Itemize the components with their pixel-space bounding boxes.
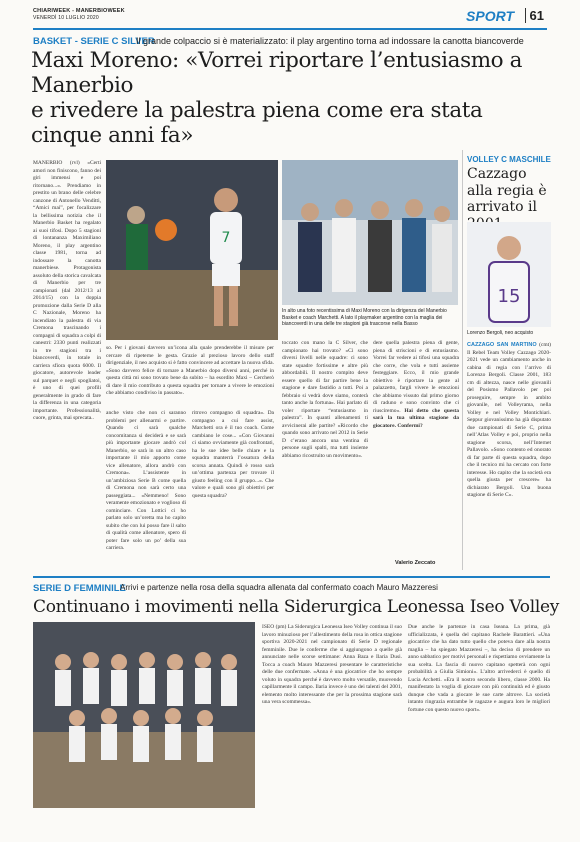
title-line-1: Maxi Moreno: «Vorrei riportare l’entusiasmo a Manerbio [31,48,523,98]
volley-photo-caption: Lorenzo Bergoli, neo acquisto [467,330,534,336]
female-column-2-text: Due anche le partenze in casa Iseana. La prima, già ufficializzata, è quella del capitano Rachele Barattieri. «Una giocatrice che ha dato tutto quello che poteva dare alla nostra maglia – ha spiegato Mazzeresi –, ha deciso di prendere un anno sabbatico per motivi personali e rispettiamo ovviamente la sua scelta. La fascia di nuovo capitano spetterà con ogni probabilità a Giulia Simioni». L’altro arrivederci è quello di Lucia Archetti. «Era il nostro secondo libero, classe 2000. Ha manifestato la voglia di giocare con più continuità ed è giusto dunque che vada a giocare le sue carte altrove. La società intanto ringrazia entrambe le ragazze e augura loro le migliori fortune con questo nuovo sport». [408,624,550,713]
section-rule [33,576,550,578]
article-column-5 [282,340,368,568]
player-photo [106,160,278,340]
female-column-1 [262,624,402,808]
sidebar-body [467,342,551,570]
female-subtitle: Arrivi e partenze nella rosa della squadra allenata dal confermato coach Mauro Mazzeresi [120,583,438,592]
page-number: 61 [525,8,544,23]
article-column-4 [192,410,274,570]
svg-text:15: 15 [497,286,521,307]
article-title [31,48,551,148]
article-column-2 [106,345,274,405]
newspaper-header [33,8,125,22]
player-figure [106,160,278,340]
paper-name: CHIARIWEEK - MANERBIOWEEK [33,8,125,14]
volley-player-photo [467,222,551,327]
issue-date: VENERDÌ 10 LUGLIO 2020 [33,15,99,21]
svg-text:7: 7 [221,230,231,246]
volley-player-figure [467,222,551,327]
column-5-text: toccato con mano la C Silver, che campionato hai trovato? «Ci sono diversi livelli nelle squadre: ci sono state squadre fortissime e altre più abbordabili. Il nostro compito deve essere quello di far partire bene la stagione e dare fastidio a tutti. Poi a febbraio si vedrà dove siamo, conterà tanto anche la fortuna». Hai parlato di voler riportare “entusiasmo in palestra”. In quanti allenamenti ti avvicinerai alle partite? «Ricordo che quando sono arrivato nel 2012 in Serie D c’erano ancora una ventina di persone sugli spalti, ma tutti insieme abbiamo ricostruito un movimento». [282,340,368,459]
column-2-text: so. Per i giovani davvero un’icona alla quale prenderebbe il misure per cercare di ripeterne le gesta. Grazie al prezioso lavoro dello staff dirigenziale, il neo acquisto si è fatto convincere ad accettare la nuova sfida. «Sono davvero felice di tornare a Manerbio dopo diversi anni, perché in questa città mi sono trovato bene da subito – ha esordito Maxi – Cercherò di dare il mio contributo a questa squadra per tornare a vivere le emozioni che abbiamo condiviso in passato». [106,345,274,396]
female-title: Continuano i movimenti nella Siderurgica Leonessa Iseo Volley [33,597,560,617]
team-photo [33,622,255,808]
group-photo-caption: In alto una foto recentissima di Maxi Moreno con la dirigenza del Manerbio Basket e coach Marchetti. A lato il playmaker argentino con la maglia dei biancoverdi in una delle tre stagioni già trascorse nella Basso [282,308,447,327]
group-photo [282,160,458,305]
column-6-text: dere quella palestra piena di gente, piena di striscioni e di entusiasmo. Vorrei far vedere ai tifosi una squadra che corre, che vola e tutti assieme festeggiare. Ecco, il mio grande obiettivo è riportare la gente al palazzetto, fargli vivere le emozioni che abbiamo vissuto dal primo giorno di raduno e sono convinto che ci riusciremo». [373,340,459,414]
article-signature: Valerio Zeccato [395,560,436,566]
header-rule [33,28,547,30]
article-column-6 [373,340,459,554]
female-kicker: SERIE D FEMMINILE [33,583,126,594]
article-column-3 [106,410,186,570]
sidebar-title: Cazzago alla regia è arrivato il [467,166,547,215]
article-column-1 [33,160,101,570]
sidebar-kicker: VOLLEY C MASCHILE [467,155,551,164]
sidebar-divider [462,150,463,570]
female-column-1-text: ISEO (pm) La Siderurgica Leonessa Iseo Volley continua il suo lavoro minuzioso per l’allestimento della rosa in ottica stagione sportiva 2020-2021 nel campionato di Serie D regionale femminile. Due le conferme che si aggiungono a quelle già annunciate nelle scorse settimane: Anna Baza e Ilaria Dusi. Tocca a coach Mauro Mazzeresi presentare le caratteristiche delle due confermate. «Anna è una giocatrice che ho sempre voluto in squadra perché è davvero molto versatile, muovendo capillarmente il campo. Ilaria invece è uno dei talenti del 2001, elemento molto interessante che per la prossima stagione sarà una vera scommessa». [262,624,402,705]
column-3-text: anche visto che non ci saranno problemi per allenarmi e partire. Quando ci sarà qualche concomitanza si deciderà e se sarà più importante giocare andrò col Manerbio, se sarà in un altro caso importante il mio apporto come vice allenatore, allora andrò con Cremona». L’assistente in un’ambiziosa Serie B come quella di Cremona non sarà certo una passeggiata... «Nemmeno! Sono veramente emozionato e voglioso di cominciare. Con Lottici ci ho parlato solo un’oretta ma ho capito subito che con lui posso fare il salto di qualità come allenatore, spero di poter fare solo un po’ della sua carriera. [106,410,186,551]
section-name: SPORT [466,8,514,24]
article-kicker: BASKET - SERIE C SILVER [33,36,155,47]
column-1-text: MANERBIO (rvl) «Certi amori non finiscono, fanno dei giri immensi e poi ritornano...». Prendiamo in prestito un brano delle celebre canzone di Antonello Venditti, “Amici mai”, per focalizzare la bellissima notizia che il Manerbio Basket ha regalato ai suoi tifosi. Dopo 5 stagioni di lontananza Maximiliano Moreno, il play argentino classe 1981, torna ad indossare la canotta manerbiese. Protagonista assoluto della storica cavalcata di Manerbio per tre campionati (dal 2012/13 al 2014/15) con la doppia promozione dalla Serie D alla C Nazionale, Moreno ha incendiato la palestra di via Cremona trascinando i compagni di squadra a colpi di canestri: 2330 punti realizzati in tre stagioni tra i biancoverdi, in totale in carriera sfiora quota 6000. Il giocatore, autorevole leader sul parquet e negli spogliatoi, è uno di quei profili generalmente in grado di fare la differenza in una categoria importante. Professionalità, cuore, grinta, mai sprecata.. [33,160,101,421]
team-figures [33,622,255,808]
group-figures [282,160,458,305]
title-line-2: e rivedere la palestra piena come era stata cinque anni fa» [31,98,483,148]
female-column-2 [408,624,550,808]
sidebar-dateline: CAZZAGO SAN MARTINO [467,342,537,348]
column-4-text: ritrovo compagno di squadra». Da compagno a cui fare assist, Marchetti ora è il tuo coach. Come cambiano le cose... «Con Giovanni ci siamo ovviamente già confrontati, ha le sue idee belle chiare e la squadra manterrà l’ossatura della scorsa annata. Quindi è rosso sarà un’ottima partenza per trovare il giusto feeling con il gruppo...». Che valore e quali sono gli obiettivi per questa squadra? [192,410,274,499]
interview-question: Hai detto che questa sarà la tua ultima stagione da giocatore. Confermi? [373,407,459,429]
sidebar-body-text: (cmt) Il Rebel Team Volley Cazzago 2020-2021 vede un cambiamento anche in cabina di regia con l’arrivo di Lorenzo Bergoli. Classe 2001, 183 cm di altezza, nasce nelle giovanili del Posismo Pallavolo per poi proseguire, sempre in ambito giovanile, nel Volleyrama, nella Volley e nel Volley Montichiari. Seppur giovanissimo ha già disputato due campionati di Serie C, prima nell’Atlas Volley e poi, proprio nella stagione scorsa, nell’Internet Pallavolo. «Sono contento ed onorato di far parte di questa squadra, dopo che il tecnico mi ha cercato con forte interesse. Ho capito che la società era quella giusta per crescere» ha dichiarato Bergoli. Una buona stagione di Serie C». [467,342,551,498]
article-subtitle: Il grande colpaccio si è materializzato: il play argentino torna ad indossare la canotta biancoverde [136,36,524,46]
